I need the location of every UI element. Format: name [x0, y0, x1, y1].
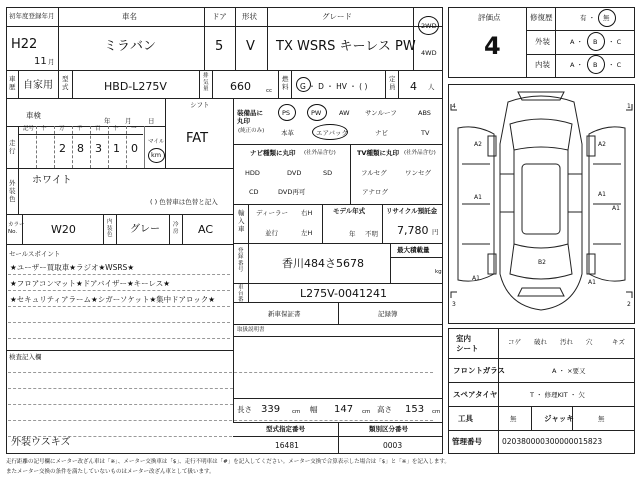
marker-a1-right-1: A1 — [598, 191, 606, 198]
interior-options: A ・ — [570, 61, 584, 69]
seat-item-4: キズ — [612, 338, 625, 346]
manual-label: 取扱説明書 — [237, 327, 265, 333]
capacity-label: 定 員 — [389, 75, 396, 91]
mileage-header-1: 十 — [41, 126, 47, 132]
class-value: 0003 — [383, 441, 403, 450]
tools-label: 工具 — [458, 414, 473, 423]
first-reg-month: 11 — [34, 56, 47, 67]
import-left-h: 左H — [301, 229, 313, 237]
navi-dvd-play: DVD再可 — [278, 188, 306, 196]
interior-c: ・ C — [608, 61, 622, 69]
recycle-unit: 円 — [432, 228, 439, 236]
mileage-digit-0: 2 — [59, 142, 66, 155]
recycle-label: リサイクル預託金 — [386, 207, 438, 215]
color-code-label: カラー No. — [8, 222, 25, 236]
type-value: 16481 — [275, 441, 299, 450]
length-label: 長さ — [237, 405, 252, 414]
front-glass-label: フロントガラス — [453, 366, 506, 375]
tv-oneseg: ワンセグ — [405, 169, 431, 177]
car-name-label: 車名 — [122, 12, 137, 21]
marker-a2-right: A2 — [598, 141, 606, 148]
navi-dvd: DVD — [287, 169, 302, 177]
class-label: 類別区分番号 — [369, 425, 408, 433]
navi-hdd: HDD — [245, 169, 260, 177]
spare-tire-label: スペアタイヤ — [453, 390, 498, 399]
shift-value: FAT — [186, 131, 209, 146]
month-unit: 月 — [48, 58, 55, 66]
marker-a1-right-3: A1 — [612, 205, 620, 212]
mileage-digit-3: 1 — [113, 142, 120, 155]
length-unit: cm — [292, 409, 301, 415]
navi-label: ナビ種類に丸印 — [250, 149, 296, 157]
equip-leather: 本革 — [281, 129, 294, 137]
interior-grade: B — [593, 61, 598, 69]
tv-sub: (社外品含む) — [404, 150, 436, 156]
tools-value: 無 — [510, 415, 517, 423]
chassis-label: 車 台 番 — [238, 285, 244, 304]
height-label: 高さ — [377, 405, 392, 414]
interior-color-label: 内 装 色 — [107, 219, 113, 239]
interior-label: 内装 — [535, 60, 550, 69]
import-parallel: 並行 — [265, 229, 278, 237]
first-reg-label: 初年度登録年月 — [9, 12, 55, 20]
inspector-note: 外装ウスキズ — [11, 437, 71, 448]
marker-a1-right-2: A1 — [588, 279, 596, 286]
exterior-c: ・ C — [608, 38, 622, 46]
marker-b2-rear: B2 — [538, 259, 546, 266]
mileage-header-6: 一 — [131, 126, 137, 132]
seat-item-1: 破れ — [534, 338, 547, 346]
equip-pw: PW — [311, 109, 322, 117]
mileage-label: 走 行 — [9, 139, 16, 155]
mileage-unit-km: km — [151, 151, 162, 159]
mileage-header-3: 千 — [77, 126, 83, 132]
doors: 5 — [215, 39, 224, 54]
fuel-g-circle — [296, 77, 311, 92]
model-label: 型 式 — [62, 75, 69, 91]
sales-line-1: ★ユーザー買取車★ラジオ★WSRS★ — [10, 263, 135, 272]
jack-label: ジャッキ — [544, 414, 574, 423]
mileage-unit-mile: マイル — [148, 139, 165, 145]
type-label: 型式指定番号 — [266, 425, 305, 433]
equip-tv: TV — [421, 129, 430, 137]
interior-seat-label: 室内 シート — [456, 334, 479, 353]
inspection-month-unit: 月 — [125, 117, 132, 125]
mgmt-value: 020380000300000015823 — [502, 437, 603, 446]
height-unit: cm — [432, 409, 441, 415]
seat-item-2: 汚れ — [560, 338, 573, 346]
displacement-label: 排 気 量 — [203, 73, 209, 93]
equip-airbag: エアバック — [316, 129, 348, 137]
displacement-unit: cc — [266, 88, 273, 94]
mileage-digit-2: 3 — [95, 142, 102, 155]
corner-1: 1 — [627, 103, 631, 110]
corner-2: 2 — [627, 301, 631, 308]
height-value: 153 — [405, 404, 425, 415]
shape: V — [246, 39, 255, 54]
capacity-value: 4 — [410, 80, 417, 93]
chassis-value: L275V-0041241 — [300, 287, 387, 300]
model-year-label: モデル年式 — [333, 207, 366, 215]
fuel-label: 燃 料 — [282, 75, 289, 91]
door-label: ドア — [212, 12, 227, 21]
grade: TX WSRS キーレス PW — [276, 39, 416, 54]
width-label: 幅 — [310, 405, 318, 414]
import-right-h: 右H — [301, 209, 313, 217]
record-label: 記録簿 — [378, 310, 398, 318]
displacement-value: 660 — [230, 80, 251, 93]
mileage-header-4: 百 — [95, 126, 101, 132]
sales-points-label: セールスポイント — [9, 250, 61, 258]
repair-label: 修復歴 — [530, 13, 553, 22]
equipment-sub: (純正のみ) — [238, 128, 265, 134]
navi-cd: CD — [249, 188, 259, 196]
use-value: 自家用 — [23, 80, 53, 91]
mileage-header-5: 十 — [113, 126, 119, 132]
import-label: 輸 入 車 — [238, 209, 245, 233]
exterior-label: 外装 — [535, 37, 550, 46]
plate-value: 香川484さ5678 — [282, 257, 364, 270]
equip-sunroof: サンルーフ — [365, 109, 397, 117]
drive-4wd: 4WD — [421, 49, 437, 57]
inspection-day-unit: 日 — [148, 117, 155, 125]
seat-item-3: 穴 — [586, 338, 593, 346]
repair-options: 有 ・ — [580, 14, 596, 22]
corner-3: 3 — [452, 301, 456, 308]
equip-aw: AW — [339, 109, 350, 117]
model-value: HBD-L275V — [104, 80, 167, 93]
marker-a2-left: A2 — [474, 141, 482, 148]
length-value: 339 — [261, 404, 281, 415]
footer-line-1: 走行距離の記号欄にメーター改ざん車は「※」、メーター交換車は「$」、走行不明車は「#」を記入してください。メーター交換で合算表示した場合は「$」と「※」を記入します。 — [6, 459, 450, 465]
warranty-label: 新車保証書 — [268, 310, 301, 318]
score: 4 — [484, 32, 501, 60]
model-year-year: 年 — [349, 230, 356, 238]
recycle-value: 7,780 — [397, 224, 429, 237]
tv-fullseg: フルセグ — [361, 169, 387, 177]
fuel-options: G ・ D ・ HV ・ ( ) — [300, 82, 368, 91]
equip-abs: ABS — [418, 109, 431, 117]
max-load-label: 最大積載量 — [397, 246, 430, 254]
sales-line-3: ★セキュリティアラーム★シガーソケット★集中ドアロック★ — [10, 295, 216, 304]
shift-label: シフト — [190, 101, 210, 109]
navi-sub: (社外品含む) — [304, 150, 336, 156]
spare-tire-value: T ・ 修理KIT ・ 欠 — [530, 391, 585, 399]
jack-value: 無 — [598, 415, 605, 423]
shape-label: 形状 — [242, 12, 257, 21]
exterior-options: A ・ — [570, 38, 584, 46]
car-damage-diagram — [448, 84, 635, 324]
seat-item-0: コゲ — [508, 338, 521, 346]
ac-label: 冷 房 — [173, 222, 179, 235]
model-year-unknown: 不明 — [365, 230, 378, 238]
max-load-unit: kg — [435, 269, 442, 275]
tv-label: TV種類に丸印 — [357, 149, 399, 157]
plate-label: 登 録 番 号 — [238, 248, 244, 273]
grade-label: グレード — [322, 12, 352, 21]
capacity-unit: 人 — [428, 83, 435, 91]
inspection-label: 車検 — [26, 111, 41, 120]
ac-value: AC — [198, 223, 214, 236]
import-dealer: ディーラー — [256, 209, 288, 217]
marker-a1-left-2: A1 — [472, 275, 480, 282]
color-code: W20 — [51, 223, 76, 236]
car-name: ミラバン — [104, 39, 157, 54]
inspection-year-unit: 年 — [104, 117, 111, 125]
equip-ps: PS — [282, 109, 291, 117]
width-unit: cm — [362, 409, 371, 415]
exterior-color-label: 外 装 色 — [9, 179, 16, 203]
first-reg-year: H22 — [11, 37, 38, 52]
exterior-color: ホワイト — [32, 175, 72, 186]
color-note: ( ) 色替車は色替と記入 — [150, 198, 218, 206]
mileage-header-0: 記号 — [23, 126, 35, 132]
exterior-grade: B — [593, 38, 598, 46]
mileage-digit-4: 0 — [131, 142, 138, 155]
equip-navi: ナビ — [375, 129, 388, 137]
use-label: 車 歴 — [9, 75, 16, 91]
mileage-header-2: 万 — [59, 126, 65, 132]
score-label: 評価点 — [478, 13, 501, 22]
interior-color: グレー — [130, 224, 160, 235]
repair-none: 無 — [603, 14, 610, 22]
marker-a1-left-1: A1 — [474, 194, 482, 201]
tv-analog: アナログ — [362, 188, 388, 196]
navi-sd: SD — [323, 169, 333, 177]
equipment-label: 装備品に 丸印 — [237, 109, 263, 125]
drive-2wd: 2WD — [421, 22, 437, 30]
width-value: 147 — [334, 404, 354, 415]
corner-4: 4 — [452, 103, 456, 110]
footer-line-2: またメーター交換の条件を満たしていないものはメーター改ざん車として扱います。 — [6, 469, 215, 475]
inspector-label: 検査記入欄 — [9, 353, 42, 361]
front-glass-value: A ・ ×要又 — [552, 367, 586, 375]
mileage-digit-1: 8 — [77, 142, 84, 155]
mgmt-label: 管理番号 — [452, 437, 482, 446]
sales-line-2: ★フロアコンマット★ドアバイザー★キーレス★ — [10, 279, 171, 288]
